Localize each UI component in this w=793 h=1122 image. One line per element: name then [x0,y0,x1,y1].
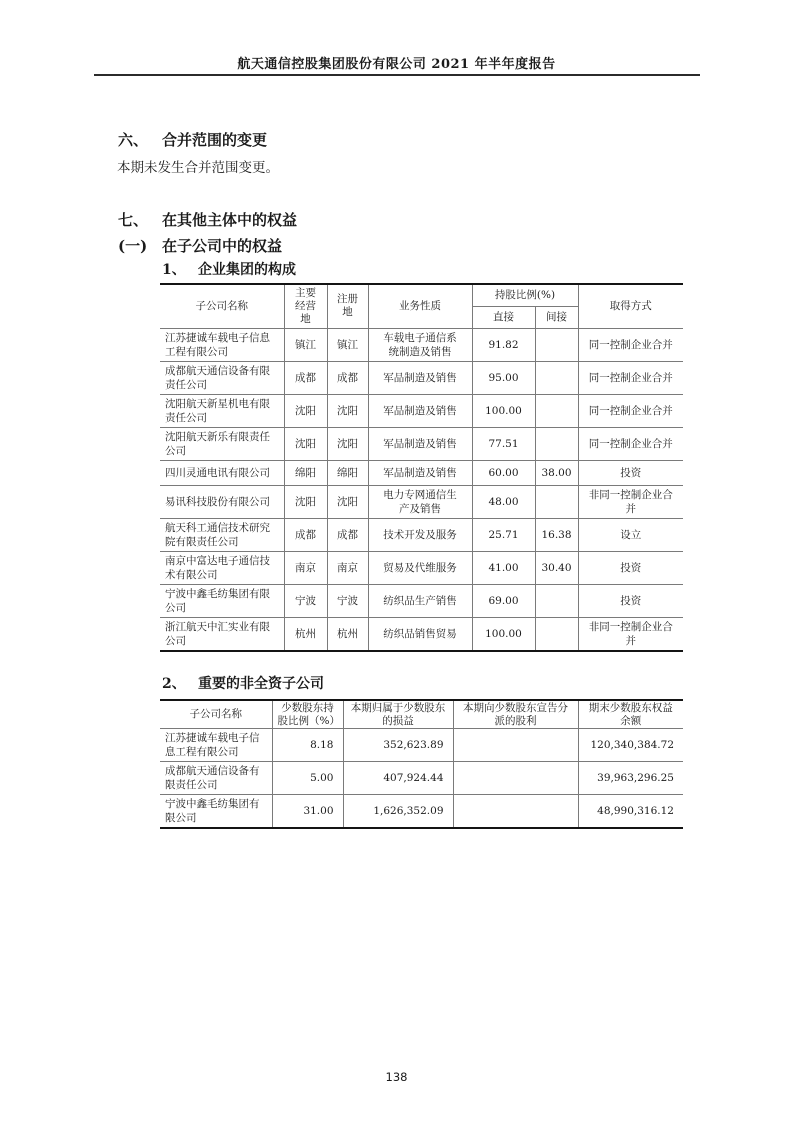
cell-registration-place: 沈阳 [327,394,368,427]
table-row [160,795,683,829]
cell-direct-ratio: 100.00 [472,394,535,427]
cell-indirect-ratio [535,394,578,427]
cell-minority-profit: 407,924.44 [343,762,453,795]
cell-business-nature: 电力专网通信生产及销售 [368,485,472,518]
cell-minority-equity: 48,990,316.12 [578,795,683,829]
cell-minority-ratio: 5.00 [272,762,343,795]
cell-indirect-ratio [535,427,578,460]
cell-registration-place: 成都 [327,518,368,551]
section-6-body: 本期未发生合并范围变更。 [117,160,279,176]
col-header-minority-ratio: 少数股东持股比例（%） [272,700,343,729]
cell-subsidiary-name: 南京中富达电子通信技术有限公司 [160,551,284,584]
cell-business-nature: 贸易及代维服务 [368,551,472,584]
cell-registration-place: 绵阳 [327,460,368,485]
section-6-heading [118,131,267,150]
cell-main-place: 宁波 [284,584,327,617]
col-header-subsidiary-name: 子公司名称 [160,700,272,729]
col-header-indirect: 间接 [535,306,578,328]
cell-acquisition-method: 非同一控制企业合并 [578,485,683,518]
cell-subsidiary-name: 沈阳航天新星机电有限责任公司 [160,394,284,427]
cell-indirect-ratio [535,485,578,518]
cell-subsidiary-name: 浙江航天中汇实业有限公司 [160,617,284,651]
table2-heading-number: 2、 [162,676,186,692]
cell-subsidiary-name: 江苏捷诚车载电子信息工程有限公司 [160,729,272,762]
cell-business-nature: 军品制造及销售 [368,394,472,427]
col-header-main-place: 主要经营地 [284,284,327,328]
cell-subsidiary-name: 宁波中鑫毛纺集团有限公司 [160,795,272,829]
cell-subsidiary-name: 易讯科技股份有限公司 [160,485,284,518]
table-row [160,617,683,651]
cell-registration-place: 成都 [327,361,368,394]
noncontrolling-subsidiaries-table [160,699,683,829]
cell-minority-ratio: 8.18 [272,729,343,762]
table2-heading [162,675,324,693]
cell-acquisition-method: 设立 [578,518,683,551]
cell-subsidiary-name: 四川灵通电讯有限公司 [160,460,284,485]
cell-main-place: 沈阳 [284,427,327,460]
table1-heading [162,261,296,279]
section-7-1-number: (一) [118,237,148,255]
section-6-title: 合并范围的变更 [162,131,268,149]
table-row [160,361,683,394]
table-row [160,551,683,584]
section-7-1-heading [118,237,282,256]
cell-indirect-ratio [535,617,578,651]
cell-direct-ratio: 41.00 [472,551,535,584]
col-header-business-nature: 业务性质 [368,284,472,328]
col-header-subsidiary-name: 子公司名称 [160,284,284,328]
cell-business-nature: 技术开发及服务 [368,518,472,551]
cell-registration-place: 杭州 [327,617,368,651]
cell-registration-place: 镇江 [327,328,368,361]
cell-acquisition-method: 同一控制企业合并 [578,394,683,427]
cell-direct-ratio: 69.00 [472,584,535,617]
cell-direct-ratio: 100.00 [472,617,535,651]
table-row [160,485,683,518]
cell-main-place: 沈阳 [284,485,327,518]
col-header-minority-equity: 期末少数股东权益余额 [578,700,683,729]
cell-minority-dividend [453,762,578,795]
cell-minority-ratio: 31.00 [272,795,343,829]
cell-main-place: 沈阳 [284,394,327,427]
cell-direct-ratio: 60.00 [472,460,535,485]
group-structure-table [160,283,683,652]
cell-acquisition-method: 投资 [578,584,683,617]
table-row [160,518,683,551]
cell-main-place: 绵阳 [284,460,327,485]
cell-indirect-ratio: 38.00 [535,460,578,485]
cell-acquisition-method: 投资 [578,460,683,485]
cell-acquisition-method: 投资 [578,551,683,584]
cell-indirect-ratio: 30.40 [535,551,578,584]
table-row [160,460,683,485]
section-6-number: 六、 [118,131,149,149]
cell-indirect-ratio: 16.38 [535,518,578,551]
cell-main-place: 成都 [284,518,327,551]
cell-main-place: 镇江 [284,328,327,361]
cell-subsidiary-name: 沈阳航天新乐有限责任公司 [160,427,284,460]
cell-acquisition-method: 同一控制企业合并 [578,328,683,361]
table-row [160,394,683,427]
col-header-minority-dividend: 本期向少数股东宣告分派的股利 [453,700,578,729]
cell-acquisition-method: 同一控制企业合并 [578,361,683,394]
cell-indirect-ratio [535,584,578,617]
cell-business-nature: 纺织品销售贸易 [368,617,472,651]
cell-registration-place: 沈阳 [327,427,368,460]
cell-direct-ratio: 48.00 [472,485,535,518]
table-row [160,729,683,762]
cell-minority-dividend [453,729,578,762]
cell-minority-profit: 1,626,352.09 [343,795,453,829]
section-7-heading [118,211,297,230]
cell-indirect-ratio [535,328,578,361]
cell-minority-equity: 120,340,384.72 [578,729,683,762]
section-7-number: 七、 [118,211,149,229]
cell-subsidiary-name: 航天科工通信技术研究院有限责任公司 [160,518,284,551]
col-header-registration-place: 注册地 [327,284,368,328]
cell-minority-profit: 352,623.89 [343,729,453,762]
cell-minority-equity: 39,963,296.25 [578,762,683,795]
table2-heading-title: 重要的非全资子公司 [198,676,324,692]
table-row [160,328,683,361]
cell-business-nature: 军品制造及销售 [368,361,472,394]
cell-direct-ratio: 91.82 [472,328,535,361]
header-rule [94,74,700,76]
noncontrolling-table-header [160,700,683,729]
table1-heading-number: 1、 [162,262,186,278]
cell-direct-ratio: 25.71 [472,518,535,551]
page-number: 138 [385,1070,408,1084]
table-row [160,584,683,617]
group-structure-table-header [160,284,683,328]
cell-main-place: 成都 [284,361,327,394]
cell-subsidiary-name: 成都航天通信设备有限责任公司 [160,361,284,394]
section-7-1-title: 在子公司中的权益 [162,237,283,255]
col-header-shareholding-ratio: 持股比例(%) [472,284,578,306]
cell-registration-place: 南京 [327,551,368,584]
col-header-minority-profit: 本期归属于少数股东的损益 [343,700,453,729]
table-row [160,762,683,795]
cell-indirect-ratio [535,361,578,394]
cell-registration-place: 沈阳 [327,485,368,518]
cell-main-place: 杭州 [284,617,327,651]
cell-business-nature: 军品制造及销售 [368,427,472,460]
cell-subsidiary-name: 成都航天通信设备有限责任公司 [160,762,272,795]
report-header-title: 航天通信控股集团股份有限公司 2021 年半年度报告 [237,57,556,72]
table-row [160,427,683,460]
section-7-title: 在其他主体中的权益 [162,211,298,229]
table-header-row [160,284,683,306]
cell-registration-place: 宁波 [327,584,368,617]
table1-heading-title: 企业集团的构成 [198,262,296,278]
cell-subsidiary-name: 江苏捷诚车载电子信息工程有限公司 [160,328,284,361]
cell-main-place: 南京 [284,551,327,584]
col-header-direct: 直接 [472,306,535,328]
cell-direct-ratio: 95.00 [472,361,535,394]
cell-minority-dividend [453,795,578,829]
cell-business-nature: 纺织品生产销售 [368,584,472,617]
cell-direct-ratio: 77.51 [472,427,535,460]
col-header-acquisition-method: 取得方式 [578,284,683,328]
table-header-row [160,700,683,729]
cell-acquisition-method: 同一控制企业合并 [578,427,683,460]
cell-business-nature: 车载电子通信系统制造及销售 [368,328,472,361]
cell-business-nature: 军品制造及销售 [368,460,472,485]
cell-acquisition-method: 非同一控制企业合并 [578,617,683,651]
cell-subsidiary-name: 宁波中鑫毛纺集团有限公司 [160,584,284,617]
